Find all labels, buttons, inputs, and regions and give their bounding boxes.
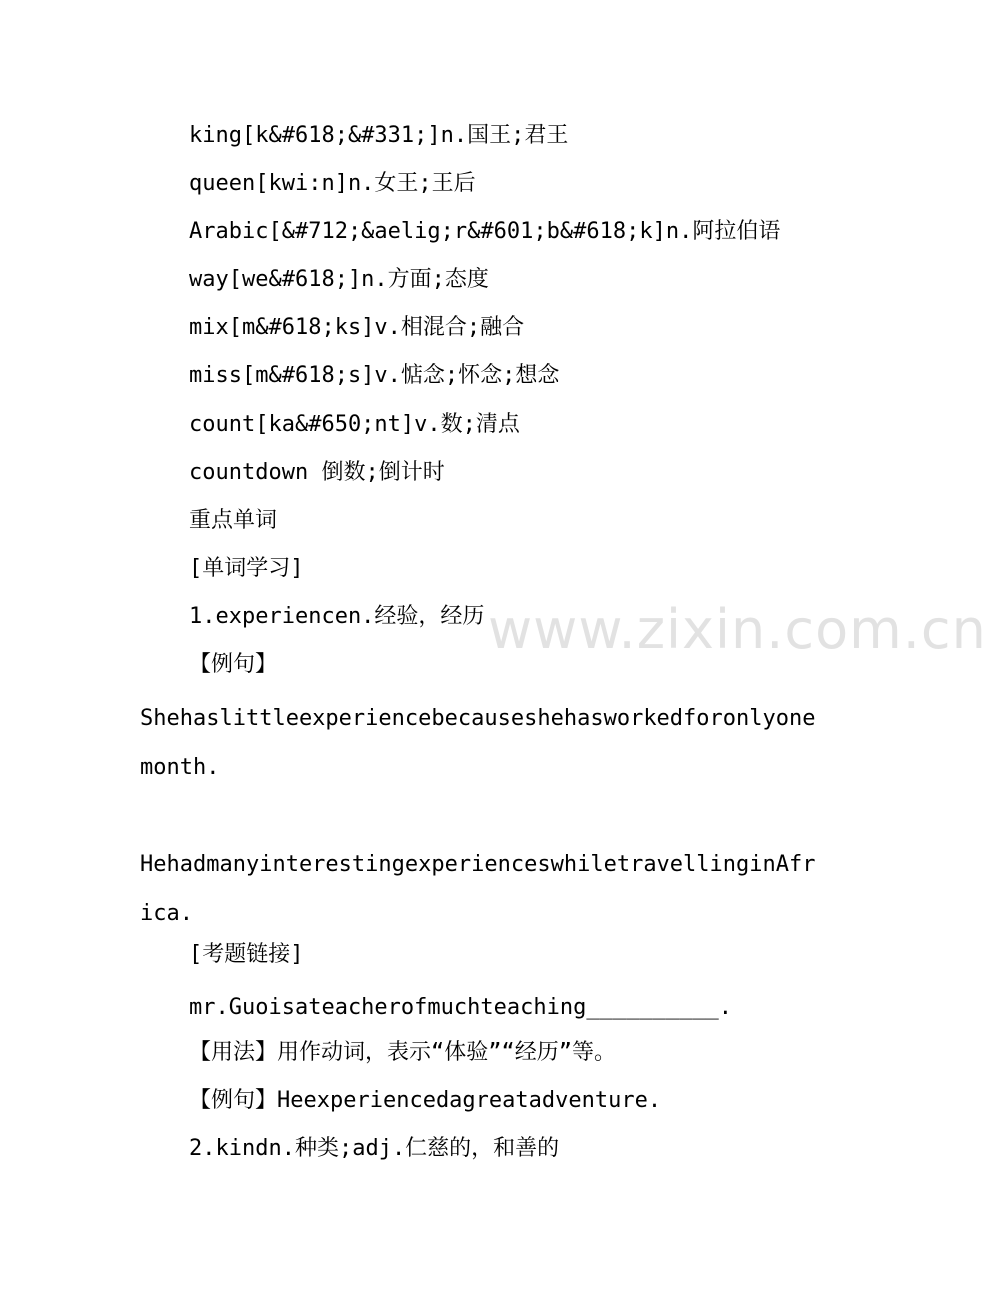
- vocab-arabic: Arabic[&#712;&aelig;r&#601;b&#618;k]n.阿拉伯语: [189, 219, 781, 244]
- vocab-way: way[we&#618;]n.方面;态度: [189, 267, 489, 292]
- vocab-count: count[ka&#650;nt]v.数;清点: [189, 412, 520, 437]
- watermark: www.zixin.com.cn: [488, 598, 987, 661]
- exam-sentence: mr.Guoisateacherofmuchteaching__________.: [189, 995, 733, 1020]
- usage-note: 【用法】用作动词，表示“体验”“经历”等。: [189, 1040, 616, 1065]
- section-title: 重点单词: [189, 508, 278, 533]
- vocab-miss: miss[m&#618;s]v.惦念;怀念;想念: [189, 363, 560, 388]
- example-sentence-3: 【例句】Heexperiencedagreatadventure.: [189, 1088, 662, 1113]
- word-study-heading: [单词学习]: [189, 556, 304, 581]
- example-sentence-1b: month.: [140, 755, 220, 780]
- item-experience: 1.experiencen.经验，经历: [189, 604, 485, 629]
- exam-link-heading: [考题链接]: [189, 942, 304, 967]
- vocab-mix: mix[m&#618;ks]v.相混合;融合: [189, 315, 525, 340]
- example-label: 【例句】: [189, 652, 278, 677]
- example-sentence-2b: ica.: [140, 901, 193, 926]
- vocab-countdown: countdown 倒数;倒计时: [189, 460, 445, 485]
- example-sentence-2a: HehadmanyinterestingexperienceswhiletravellinginAfr: [140, 852, 816, 877]
- vocab-queen: queen[kwi:n]n.女王;王后: [189, 171, 476, 196]
- example-sentence-1a: Shehaslittleexperiencebecauseshehasworkedforonlyone: [140, 706, 816, 731]
- item-kind: 2.kindn.种类;adj.仁慈的，和善的: [189, 1136, 560, 1161]
- vocab-king: king[k&#618;&#331;]n.国王;君王: [189, 123, 569, 148]
